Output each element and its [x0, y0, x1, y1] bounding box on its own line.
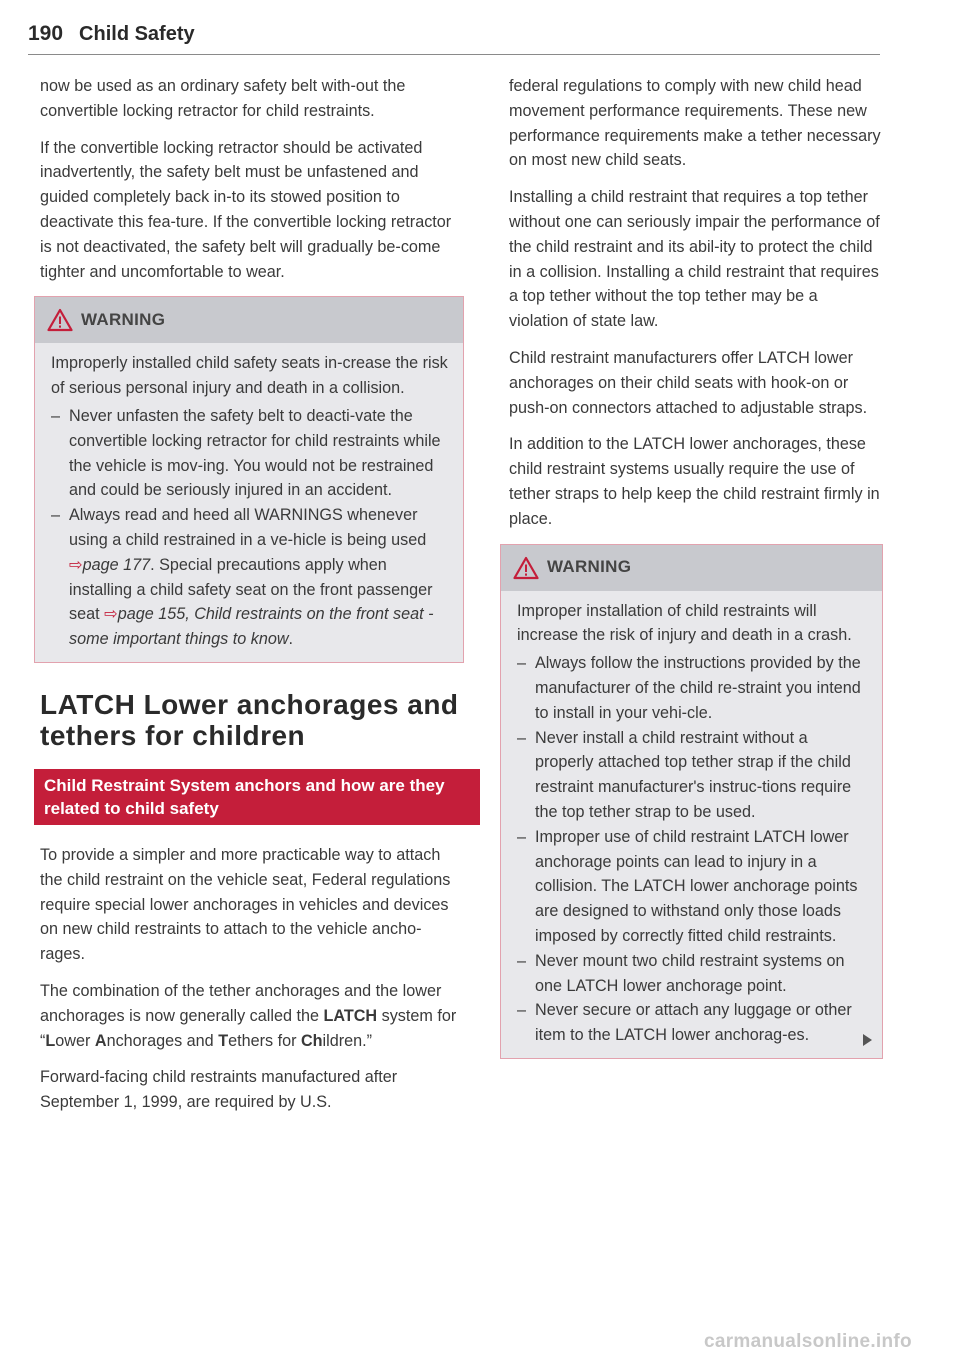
- bold-letter: Ch: [300, 1031, 323, 1050]
- warning-title: WARNING: [81, 309, 166, 329]
- warning-triangle-icon: [47, 308, 73, 332]
- warning-list: [517, 651, 870, 1048]
- page-reference[interactable]: page 177: [82, 555, 151, 574]
- warning-header: [35, 297, 463, 343]
- warning-item: – Never mount two child restraint systems on one LATCH lower anchorage point.: [517, 949, 870, 999]
- page-ref-arrow-icon: ⇨: [104, 605, 118, 624]
- warning-item: – Always follow the instructions provided by the manufacturer of the child re-straint you intend to install in your vehi-cle.: [517, 651, 870, 725]
- warning-item-text: Always read and heed all WARNINGS whenever using a child restrained in a ve-hicle is being used: [69, 506, 427, 549]
- warning-list: [51, 404, 451, 652]
- warning-triangle-icon: [513, 556, 539, 580]
- paragraph: To provide a simpler and more practicable way to attach the child restraint on the vehicle seat, Federal regulations require special lower anchorages in vehicles and devices on new child restraints to attach to the vehicle ancho-rages.: [40, 845, 451, 964]
- paragraph: now be used as an ordinary safety belt with-out the convertible locking retractor for child restraints.: [40, 77, 406, 120]
- section-heading: LATCH Lower anchorages and tethers for children: [40, 688, 459, 751]
- text-run: ildren.”: [322, 1031, 373, 1050]
- warning-body: [35, 343, 463, 662]
- text-run: The combination of the tether anchorages and the lower anchorages is now generally called the: [40, 981, 442, 1025]
- paragraph: Child restraint manufacturers offer LATCH lower anchorages on their child seats with hook-on or push-on connectors attached to adjustable straps.: [509, 348, 868, 417]
- warning-title: WARNING: [547, 557, 632, 577]
- warning-item: – Improper use of child restraint LATCH lower anchorage points can lead to injury in a collision. The LATCH lower anchorage points are designed to withstand only those loads imposed by correctly fitted child restraints.: [517, 825, 870, 949]
- warning-item: – Never unfasten the safety belt to deacti-vate the convertible locking retractor for child restraints while the vehicle is mov-ing. You would not be restrained and could be seriously injured in an accident.: [51, 404, 451, 503]
- paragraph: Forward-facing child restraints manufactured after September 1, 1999, are required by U.S.: [40, 1068, 398, 1112]
- warning-header: [501, 545, 882, 591]
- paragraph: In addition to the LATCH lower anchorages, these child restraint systems usually require the use of tether straps to help keep the child restraint firmly in place.: [509, 435, 880, 528]
- paragraph: federal regulations to comply with new child head movement performance requirements. These new performance requirements make a tether necessary on most new child seats.: [509, 77, 881, 170]
- paragraph: [40, 979, 464, 1053]
- subsection-bar: Child Restraint System anchors and how are they related to child safety: [34, 769, 480, 825]
- text-run: nchorages and: [106, 1031, 219, 1050]
- paragraph: Installing a child restraint that requires a top tether without one can seriously impair the performance of the child restraint and its abil-ity to protect the child in a collision. Installing a child restraint that requires a top tether without the top tether may be a violation of state law.: [509, 188, 880, 331]
- bold-letter: T: [218, 1031, 229, 1050]
- text-run: system for “: [40, 1006, 457, 1050]
- text-run: ethers for: [228, 1031, 301, 1050]
- warning-item-text: . Special precautions apply when installing a child safety seat on the front passenger seat: [69, 555, 433, 624]
- warning-intro: Improperly installed child safety seats in-crease the risk of serious personal injury and death in a collision.: [51, 354, 448, 398]
- left-column: [40, 74, 464, 1127]
- page-number: 190: [28, 22, 64, 45]
- watermark: carmanualsonline.info: [704, 1331, 912, 1352]
- page-ref-arrow-icon: ⇨: [69, 555, 83, 574]
- right-column: [509, 74, 881, 1073]
- warning-body: [501, 591, 882, 1058]
- warning-intro: Improper installation of child restraints will increase the risk of injury and death in a crash.: [517, 601, 852, 645]
- bold-letter: L: [45, 1031, 56, 1050]
- warning-item: – Never secure or attach any luggage or other item to the LATCH lower anchorag-es.: [517, 998, 870, 1048]
- warning-item: – Never install a child restraint without a properly attached top tether strap if the child restraint manufacturer's instruc-tions require the top tether strap to be used.: [517, 726, 870, 825]
- text-run: ower: [55, 1031, 95, 1050]
- warning-box: [34, 296, 464, 663]
- warning-item-text: .: [288, 630, 294, 649]
- section-title: Child Safety: [79, 23, 195, 45]
- bold-letter: A: [94, 1031, 107, 1050]
- page-reference[interactable]: page 155, Child restraints on the front seat - some important things to know: [69, 605, 434, 649]
- bold-text: LATCH: [323, 1006, 378, 1025]
- warning-item: [51, 503, 451, 652]
- paragraph: If the convertible locking retractor should be activated inadvertently, the safety belt must be unfastened and guided completely back in-to its stowed position to deactivate this fea-ture. If the convertible locking retractor is not deactivated, the safety belt will gradually be-come tighter and uncomfortable to wear.: [40, 138, 452, 281]
- page-header: [28, 22, 880, 55]
- warning-box: [500, 544, 883, 1059]
- continue-arrow-icon: [863, 1034, 872, 1046]
